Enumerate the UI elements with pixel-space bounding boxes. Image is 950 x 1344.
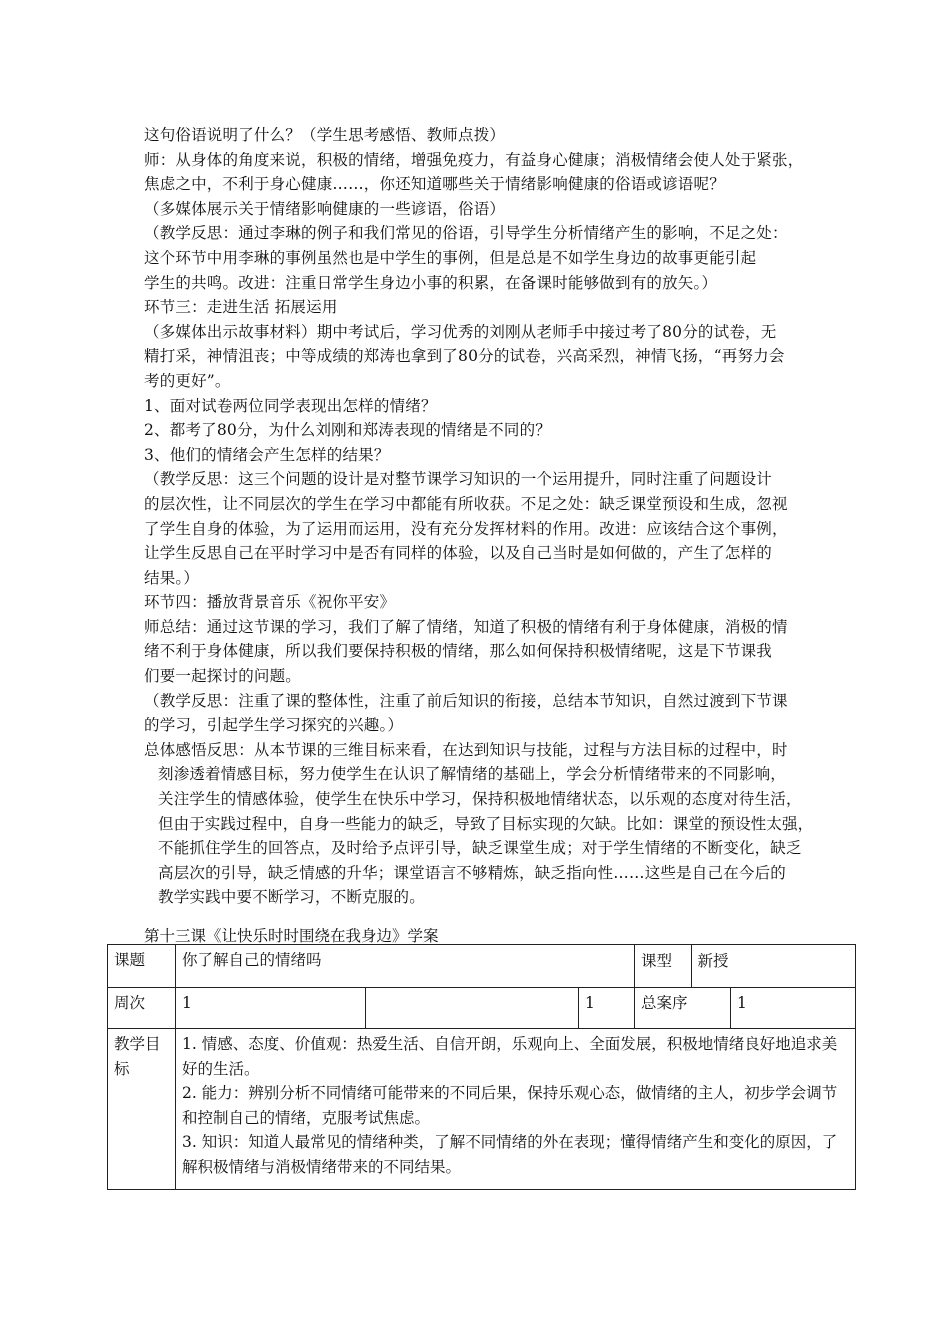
- text-line: （教学反思：注重了课的整体性，注重了前后知识的衔接，总结本节知识，自然过渡到下节课: [144, 691, 788, 710]
- num-value: 1: [579, 988, 635, 1029]
- text-line: 3、他们的情绪会产生怎样的结果？: [144, 445, 390, 464]
- text-line: 不能抓住学生的回答点，及时给予点评引导，缺乏课堂生成；对于学生情绪的不断变化，缺乏: [158, 839, 802, 858]
- text-line: 精打采，神情沮丧；中等成绩的郑涛也拿到了80分的试卷，兴高采烈，神情飞扬，“再努力会: [144, 347, 785, 366]
- body-text: [144, 123, 816, 910]
- text-line: 2、都考了80分，为什么刘刚和郑涛表现的情绪是不同的？: [144, 421, 551, 440]
- text-line: 但由于实践过程中，自身一些能力的缺乏，导致了目标实现的欠缺。比如：课堂的预设性太强，: [158, 814, 814, 833]
- label-topic: 课题: [108, 945, 176, 988]
- type-value: 新授: [697, 952, 729, 970]
- text-line: 结果。）: [144, 568, 200, 587]
- text-line: 1、面对试卷两位同学表现出怎样的情绪？: [144, 396, 437, 415]
- text-line: 学生的共鸣。改进：注重日常学生身边小事的积累，在备课时能够做到有的放矢。）: [144, 273, 718, 292]
- text-line: 们要一起探讨的问题。: [144, 667, 302, 686]
- week-value: 1: [176, 988, 366, 1029]
- lesson-plan-table: [107, 944, 856, 1190]
- text-line: 刻渗透着情感目标，努力使学生在认识了解情绪的基础上，学会分析情绪带来的不同影响，: [158, 765, 787, 784]
- text-line: 的层次性，让不同层次的学生在学习中都能有所收获。不足之处：缺乏课堂预设和生成，忽视: [144, 494, 788, 513]
- objective-item: 2. 能力：辨别分析不同情绪可能带来的不同后果，保持乐观心态，做情绪的主人，初步学会调节和控制自己的情绪，克服考试焦虑。: [182, 1084, 838, 1127]
- text-line: 师：从身体的角度来说，积极的情绪，增强免疫力，有益身心健康；消极情绪会使人处于紧张，: [144, 150, 804, 169]
- objective-item: 3. 知识：知道人最常见的情绪种类，了解不同情绪的外在表现；懂得情绪产生和变化的原因，了解积极情绪与消极情绪带来的不同结果。: [182, 1133, 838, 1176]
- text-line: （多媒体出示故事材料）期中考试后，学习优秀的刘刚从老师手中接过考了80分的试卷，无: [144, 322, 777, 341]
- total-value: 1: [731, 988, 856, 1029]
- text-line: 的学习，引起学生学习探究的兴趣。）: [144, 716, 404, 735]
- text-line: 师总结：通过这节课的学习，我们了解了情绪，知道了积极的情绪有利于身体健康，消极的情: [144, 617, 788, 636]
- text-line: 这个环节中用李琳的事例虽然也是中学生的事例，但是总是不如学生身边的故事更能引起: [144, 248, 757, 267]
- text-line: 总体感悟反思：从本节课的三维目标来看，在达到知识与技能，过程与方法目标的过程中，时: [144, 740, 788, 759]
- label-total: 总案序: [635, 988, 731, 1029]
- topic-value: 你了解自己的情绪吗: [176, 945, 635, 988]
- text-line: （多媒体展示关于情绪影响健康的一些谚语，俗语）: [144, 199, 506, 218]
- objective-item: 1. 情感、态度、价值观：热爱生活、自信开朗，乐观向上、全面发展，积极地情绪良好地追求美好的生活。: [182, 1035, 838, 1078]
- text-line: 考的更好”。: [144, 371, 231, 390]
- text-line: 环节四：播放背景音乐《祝你平安》: [144, 593, 396, 612]
- text-line: （教学反思：这三个问题的设计是对整节课学习知识的一个运用提升，同时注重了问题设计: [144, 470, 773, 489]
- text-line: 环节三：走进生活 拓展运用: [144, 298, 338, 317]
- text-line: 关注学生的情感体验，使学生在快乐中学习，保持积极地情绪状态，以乐观的态度对待生活，: [158, 790, 802, 809]
- text-line: （教学反思：通过李琳的例子和我们常见的俗语，引导学生分析情绪产生的影响，不足之处：: [144, 224, 788, 243]
- table-row-objectives: [108, 1029, 856, 1190]
- label-objectives: 教学目标: [108, 1029, 176, 1190]
- text-line: 教学实践中要不断学习，不断克服的。: [158, 888, 425, 907]
- table-row-topic: [108, 945, 856, 988]
- objectives-cell: [176, 1029, 856, 1190]
- text-line: 高层次的引导，缺乏情感的升华；课堂语言不够精炼，缺乏指向性……这些是自己在今后的: [158, 863, 787, 882]
- text-line: 了学生自身的体验，为了运用而运用，没有充分发挥材料的作用。改进：应该结合这个事例，: [144, 519, 788, 538]
- table-row-week: [108, 988, 856, 1029]
- text-line: 焦虑之中，不利于身心健康……，你还知道哪些关于情绪影响健康的俗语或谚语呢？: [144, 175, 725, 194]
- blank-cell: [366, 988, 579, 1029]
- label-type: 课型: [635, 945, 691, 987]
- label-week: 周次: [108, 988, 176, 1029]
- lesson-type-cell: [635, 945, 856, 988]
- lesson-plan-title: 第十三课《让快乐时时围绕在我身边》学案: [144, 927, 439, 945]
- text-line: 绪不利于身体健康，所以我们要保持积极的情绪，那么如何保持积极情绪呢，这是下节课我: [144, 642, 773, 661]
- text-line: 这句俗语说明了什么？（学生思考感悟、教师点拨）: [144, 126, 506, 144]
- text-line: 让学生反思自己在平时学习中是否有同样的体验，以及自己当时是如何做的，产生了怎样的: [144, 544, 773, 563]
